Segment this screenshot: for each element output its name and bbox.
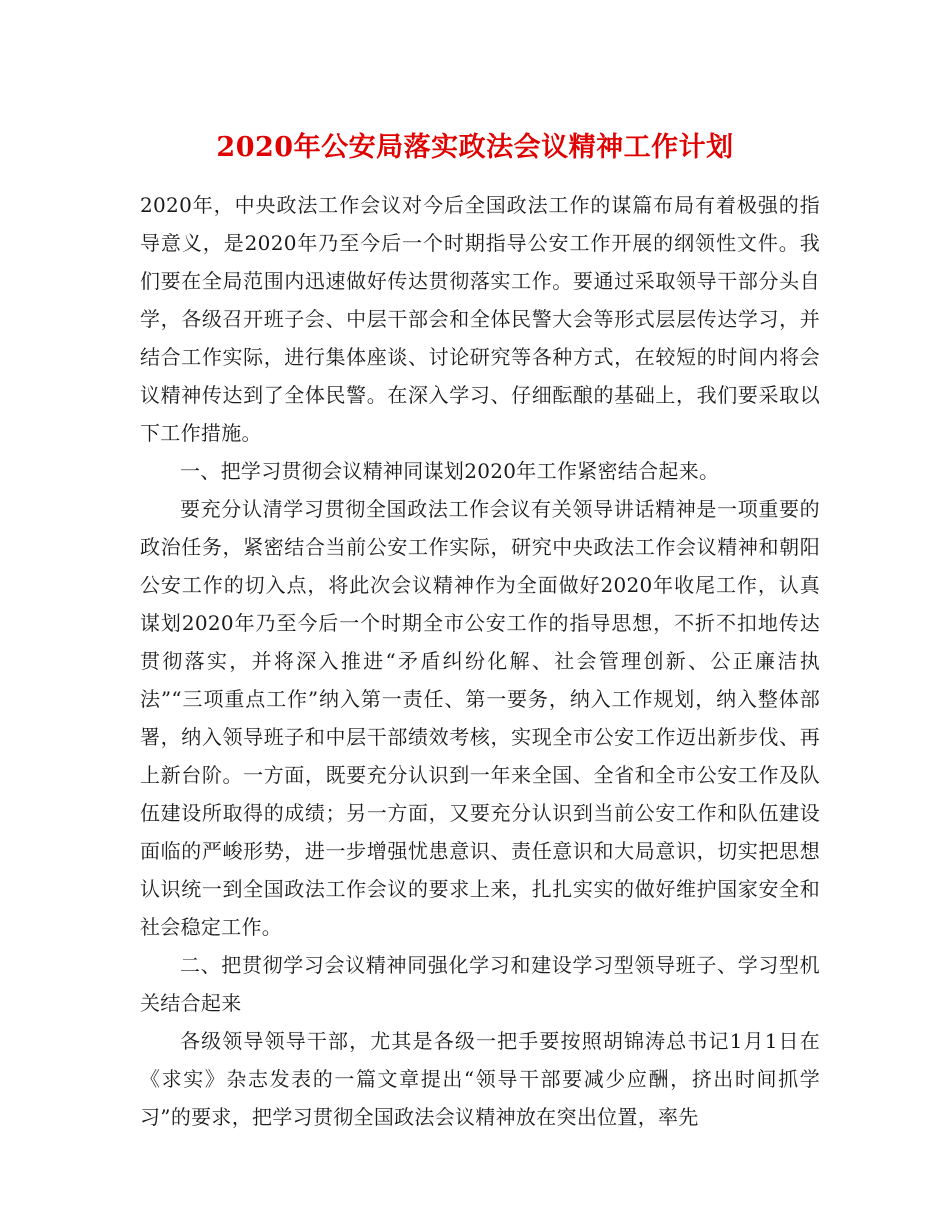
paragraph-section-2: 各级领导领导干部，尤其是各级一把手要按照胡锦涛总书记1月1日在《求实》杂志发表的一篇文章提出“领导干部要减少应酬，挤出时间抓学习”的要求，把学习贯彻全国政法会议精神放在突出位置，率先 (140, 1029, 820, 1129)
paragraph-intro: 2020年，中央政法工作会议对今后全国政法工作的谋篇布局有着极强的指导意义，是2020年乃至今后一个时期指导公安工作开展的纲领性文件。我们要在全局范围内迅速做好传达贯彻落实工作。要通过采取领导干部分头自学，各级召开班子会、中层干部会和全体民警大会等形式层层传达学习，并结合工作实际，进行集体座谈、讨论研究等各种方式，在较短的时间内将会议精神传达到了全体民警。在深入学习、仔细酝酿的基础上，我们要采取以下工作措施。 (140, 193, 820, 445)
document-body (140, 186, 820, 1136)
section-heading-1: 一、把学习贯彻会议精神同谋划2020年工作紧密结合起来。 (180, 459, 720, 483)
document-title: 2020年公安局落实政法会议精神工作计划 (216, 132, 734, 163)
section-heading-2: 二、把贯彻学习会议精神同强化学习和建设学习型领导班子、学习型机关结合起来 (140, 953, 820, 1015)
paragraph-section-1: 要充分认清学习贯彻全国政法工作会议有关领导讲话精神是一项重要的政治任务，紧密结合当前公安工作实际，研究中央政法工作会议精神和朝阳公安工作的切入点，将此次会议精神作为全面做好2020年收尾工作，认真谋划2020年乃至今后一个时期全市公安工作的指导思想，不折不扣地传达贯彻落实，并将深入推进“矛盾纠纷化解、社会管理创新、公正廉洁执法”“三项重点工作”纳入第一责任、第一要务，纳入工作规划，纳入整体部署，纳入领导班子和中层干部绩效考核，实现全市公安工作迈出新步伐、再上新台阶。一方面，既要充分认识到一年来全国、全省和全市公安工作及队伍建设所取得的成绩；另一方面，又要充分认识到当前公安工作和队伍建设面临的严峻形势，进一步增强忧患意识、责任意识和大局意识，切实把思想认识统一到全国政法工作会议的要求上来，扎扎实实的做好维护国家安全和社会稳定工作。 (140, 497, 820, 939)
